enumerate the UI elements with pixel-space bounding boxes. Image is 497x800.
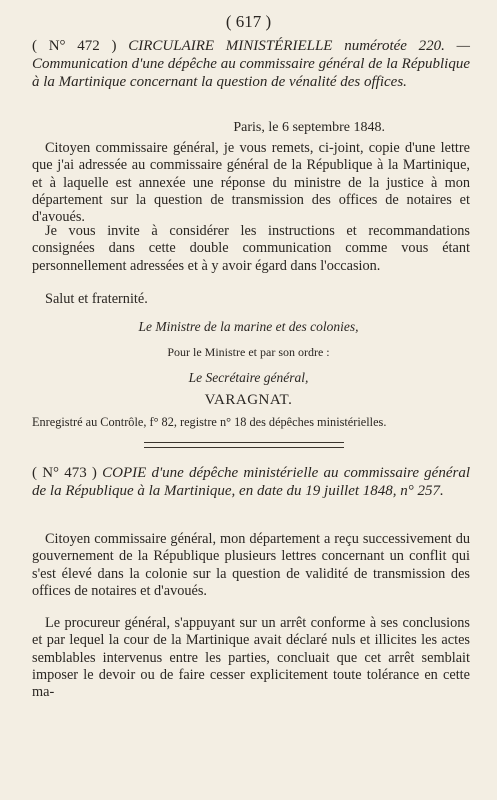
signature-order: Pour le Ministre et par son ordre : [167,345,330,359]
circular-heading [32,37,470,91]
signature-name: VARAGNAT. [204,392,293,408]
page-number: ( 617 ) [225,12,272,31]
dateline: Paris, le 6 septembre 1848. [233,120,385,135]
body-paragraph: Je vous invite à considérer les instructions et recommandations consignées dans cette double communication comme vous étant personnellement adressées et à y avoir égard dans l'occasion. [32,223,470,274]
document-number: ( N° 473 ) [32,465,97,481]
body-paragraph: Le procureur général, s'appuyant sur un arrêt conforme à ses conclusions et par lequel la cour de la Martinique avait déclaré nuls et illicites les actes semblables intervenus entre les parties, concluait que cet arrêt semblait imposer le devoir ou de faire cesser explicitement toute tolérance en cette ma- [32,615,470,701]
signature-minister: Le Ministre de la marine et des colonies, [138,319,359,334]
section-divider [144,442,344,448]
copy-title: COPIE d'une dépêche ministérielle au commissaire général de la République à la Martinique, en date du 19 juillet 1848, n° 257. [32,465,471,499]
registration-note: Enregistré au Contrôle, f° 82, registre n° 18 des dépêches ministérielles. [32,415,387,429]
body-paragraph: Citoyen commissaire général, mon département a reçu successivement du gouvernement de la République plusieurs lettres concernant un conflit qui s'est élevé dans la colonie sur la question de validité de transmission des offices de notaires et d'avoués. [32,531,470,599]
signature-secretary: Le Secrétaire général, [188,370,309,385]
document-number: ( N° 472 ) [32,38,117,54]
circular-title: CIRCULAIRE MINISTÉRIELLE numérotée 220. — Communication d'une dépêche au commissaire général de la République à la Martinique concernant la question de vénalité des offices. [32,38,470,90]
salutation: Salut et fraternité. [45,291,148,307]
body-paragraph: Citoyen commissaire général, je vous remets, ci-joint, copie d'une lettre que j'ai adressée au commissaire général de la République à la Martinique, et à laquelle est annexée une réponse du ministre de la justice à mon département sur la question de transmission des offices de notaires et d'avoués. [32,140,470,226]
copy-heading [32,464,470,500]
